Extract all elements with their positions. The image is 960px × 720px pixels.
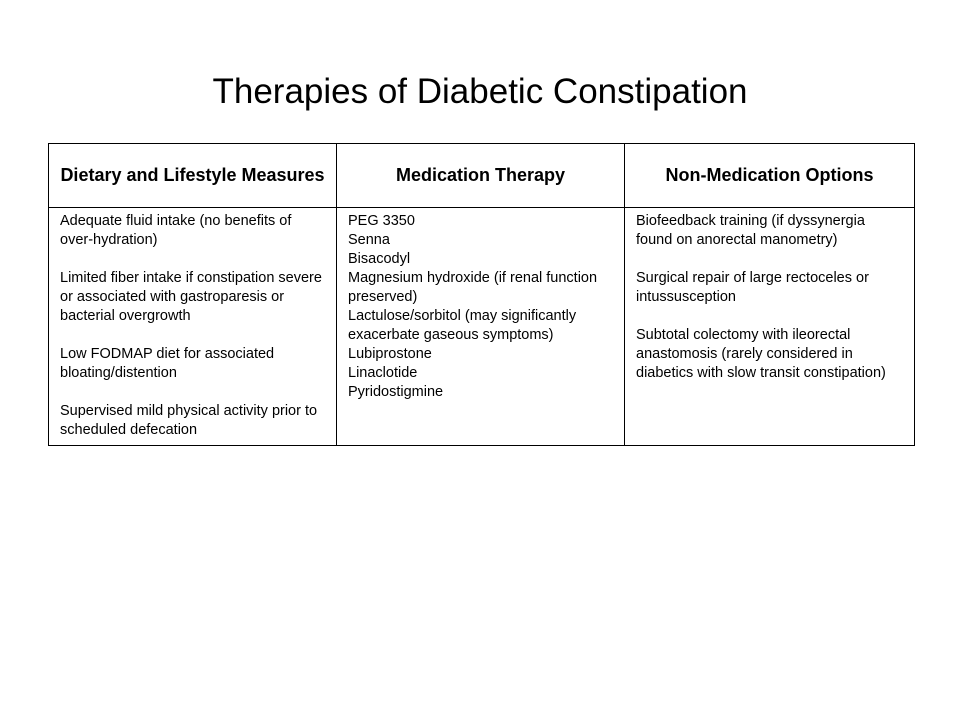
header-dietary-lifestyle: Dietary and Lifestyle Measures (49, 144, 337, 208)
medication-item-peg: PEG 3350 (348, 213, 415, 229)
header-medication-therapy: Medication Therapy (337, 144, 625, 208)
header-non-medication-options: Non-Medication Options (625, 144, 915, 208)
non-medication-item-surgical-repair: Surgical repair of large rectoceles or intussusception (636, 270, 869, 305)
non-medication-item-colectomy: Subtotal colectomy with ileorectal anastomosis (rarely considered in diabetics with slow transit constipation) (636, 327, 886, 381)
cell-dietary-lifestyle (49, 208, 337, 446)
non-medication-item-biofeedback: Biofeedback training (if dyssynergia found on anorectal manometry) (636, 213, 865, 248)
medication-item-pyridostigmine: Pyridostigmine (348, 384, 444, 400)
therapy-table (48, 143, 915, 446)
dietary-item-fluid: Adequate fluid intake (no benefits of over-hydration) (60, 213, 292, 248)
medication-item-bisacodyl: Bisacodyl (348, 251, 411, 267)
medication-item-lactulose: Lactulose/sorbitol (may significantly exacerbate gaseous symptoms) (348, 308, 577, 343)
dietary-item-fodmap: Low FODMAP diet for associated bloating/distention (60, 346, 275, 381)
dietary-item-activity: Supervised mild physical activity prior to scheduled defecation (60, 403, 318, 438)
slide-title: Therapies of Diabetic Constipation (212, 72, 748, 111)
medication-item-linaclotide: Linaclotide (348, 365, 418, 381)
cell-medication-therapy (337, 208, 625, 446)
medication-item-lubiprostone: Lubiprostone (348, 346, 432, 362)
table-row (49, 208, 915, 446)
table-header-row (49, 144, 915, 208)
medication-item-magnesium: Magnesium hydroxide (if renal function preserved) (348, 270, 598, 305)
medication-item-senna: Senna (348, 232, 390, 248)
cell-non-medication-options (625, 208, 915, 446)
dietary-item-fiber: Limited fiber intake if constipation severe or associated with gastroparesis or bacterial overgrowth (60, 270, 322, 324)
